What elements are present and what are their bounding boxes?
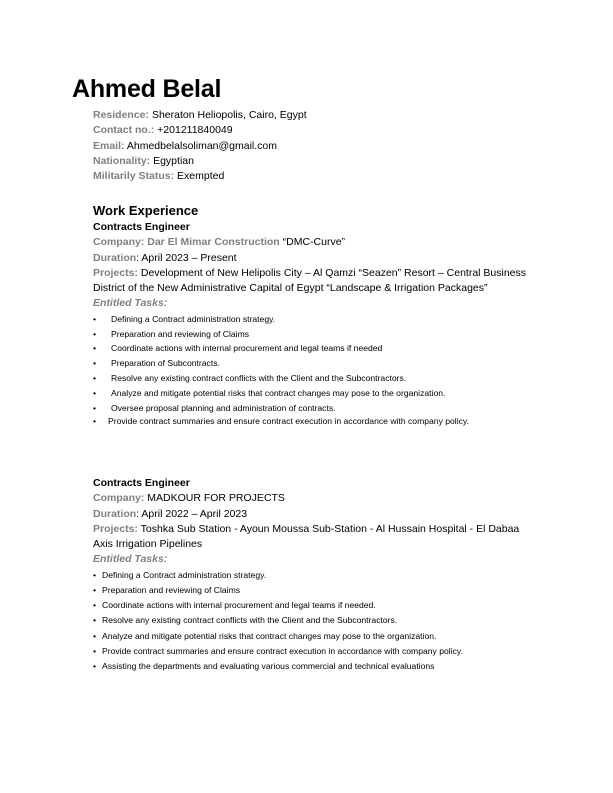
bullet-icon: • (93, 328, 97, 339)
task-text: Coordinate actions with internal procurement and legal teams if needed. (102, 600, 376, 611)
military-value: Exempted (177, 170, 225, 183)
contact-value: +201211840049 (157, 124, 233, 137)
duration-row (93, 507, 533, 522)
task-text: Defining a Contract administration strategy. (102, 569, 267, 580)
task-text: Provide contract summaries and ensure contract execution in accordance with company policy. (108, 416, 469, 427)
list-item (93, 613, 533, 628)
bullet-icon: • (93, 358, 97, 369)
bullet-icon: • (93, 600, 97, 611)
email-value[interactable]: Ahmedbelalsoliman@gmail.com (126, 139, 277, 152)
bullet-icon: • (93, 630, 97, 641)
list-item (93, 327, 533, 342)
bullet-icon: • (93, 584, 97, 595)
list-item (93, 386, 533, 401)
company-row (93, 235, 533, 250)
bullet-icon: • (93, 416, 97, 427)
list-item (93, 644, 533, 659)
duration-value: : April 2022 – April 2023 (136, 507, 248, 520)
list-item (93, 371, 533, 386)
tasks-label: Entitled Tasks: (93, 553, 168, 566)
residence-value: Sheraton Heliopolis, Cairo, Egypt (151, 109, 307, 121)
task-text: Preparation and reviewing of Claims (111, 328, 250, 339)
company-value: MADKOUR FOR PROJECTS (147, 492, 285, 505)
task-text: Oversee proposal planning and administration of contracts. (111, 402, 336, 413)
job-entry (93, 476, 533, 674)
projects-row (93, 522, 533, 553)
military-label: Militarily Status: (93, 170, 175, 183)
task-text: Resolve any existing contract conflicts with the Client and the Subcontractors. (102, 615, 398, 626)
projects-row (93, 266, 533, 297)
task-text: Analyze and mitigate potential risks that contract changes may pose to the organization. (111, 387, 446, 398)
projects-label: Projects: (93, 522, 138, 535)
duration-value: : April 2023 – Present (136, 251, 237, 264)
list-item (93, 583, 533, 598)
list-item (93, 415, 533, 428)
bullet-icon: • (93, 661, 97, 671)
contact-row (93, 123, 307, 138)
bullet-icon: • (93, 372, 97, 383)
task-text: Provide contract summaries and ensure contract execution in accordance with company policy. (102, 645, 463, 656)
task-text: Preparation of Subcontracts. (111, 358, 220, 369)
personal-info (93, 108, 307, 184)
job-title: Contracts Engineer (93, 221, 190, 233)
company-label: Company: (93, 492, 145, 505)
residence-label: Residence: (93, 109, 150, 121)
company-label: Company: Dar El Mimar Construction (93, 236, 280, 249)
job-entry (93, 220, 533, 428)
task-text: Defining a Contract administration strategy. (111, 313, 276, 324)
task-text: Coordinate actions with internal procurement and legal teams if needed (111, 343, 383, 354)
task-text: Preparation and reviewing of Claims (102, 584, 241, 595)
residence-row (93, 108, 307, 123)
bullet-icon: • (93, 313, 97, 324)
projects-value: Development of New Helipolis City – Al Qamzi “Seazen” Resort – Central Business District of the New Administrative Capital of Egypt “Landscape & Irrigation Packages” (93, 266, 527, 295)
projects-label: Projects: (93, 266, 138, 279)
list-item (93, 568, 533, 583)
email-row (93, 139, 307, 154)
military-row (93, 169, 307, 184)
contact-label: Contact no.: (93, 124, 155, 137)
list-item (93, 598, 533, 613)
bullet-icon: • (93, 569, 97, 580)
list-item (93, 401, 533, 416)
bullet-icon: • (93, 645, 97, 656)
job-title: Contracts Engineer (93, 477, 190, 489)
duration-label: Duration (93, 507, 137, 520)
candidate-name: Ahmed Belal (72, 75, 222, 103)
list-item (93, 312, 533, 327)
duration-label: Duration (93, 251, 137, 264)
task-list (93, 568, 533, 674)
company-row (93, 491, 533, 506)
list-item (93, 659, 533, 674)
list-item (93, 341, 533, 356)
section-title-work-experience: Work Experience (93, 203, 199, 218)
nationality-label: Nationality: (93, 154, 151, 167)
task-list (93, 312, 533, 429)
list-item (93, 629, 533, 644)
company-value: “DMC-Curve” (282, 236, 346, 249)
duration-row (93, 251, 533, 266)
task-text: Analyze and mitigate potential risks that contract changes may pose to the organization. (102, 630, 437, 641)
tasks-label: Entitled Tasks: (93, 297, 168, 310)
nationality-row (93, 154, 307, 169)
projects-value: Toshka Sub Station - Ayoun Moussa Sub-Station - Al Hussain Hospital - El Dabaa Axis Irrigation Pipelines (93, 522, 520, 551)
nationality-value: Egyptian (153, 154, 194, 167)
task-text: Resolve any existing contract conflicts with the Client and the Subcontractors. (111, 372, 407, 383)
bullet-icon: • (93, 615, 97, 626)
bullet-icon: • (93, 402, 97, 413)
bullet-icon: • (93, 343, 97, 354)
task-text: Assisting the departments and evaluating various commercial and technical evaluations (102, 661, 435, 671)
list-item (93, 356, 533, 371)
bullet-icon: • (93, 387, 97, 398)
email-label: Email: (93, 139, 125, 152)
